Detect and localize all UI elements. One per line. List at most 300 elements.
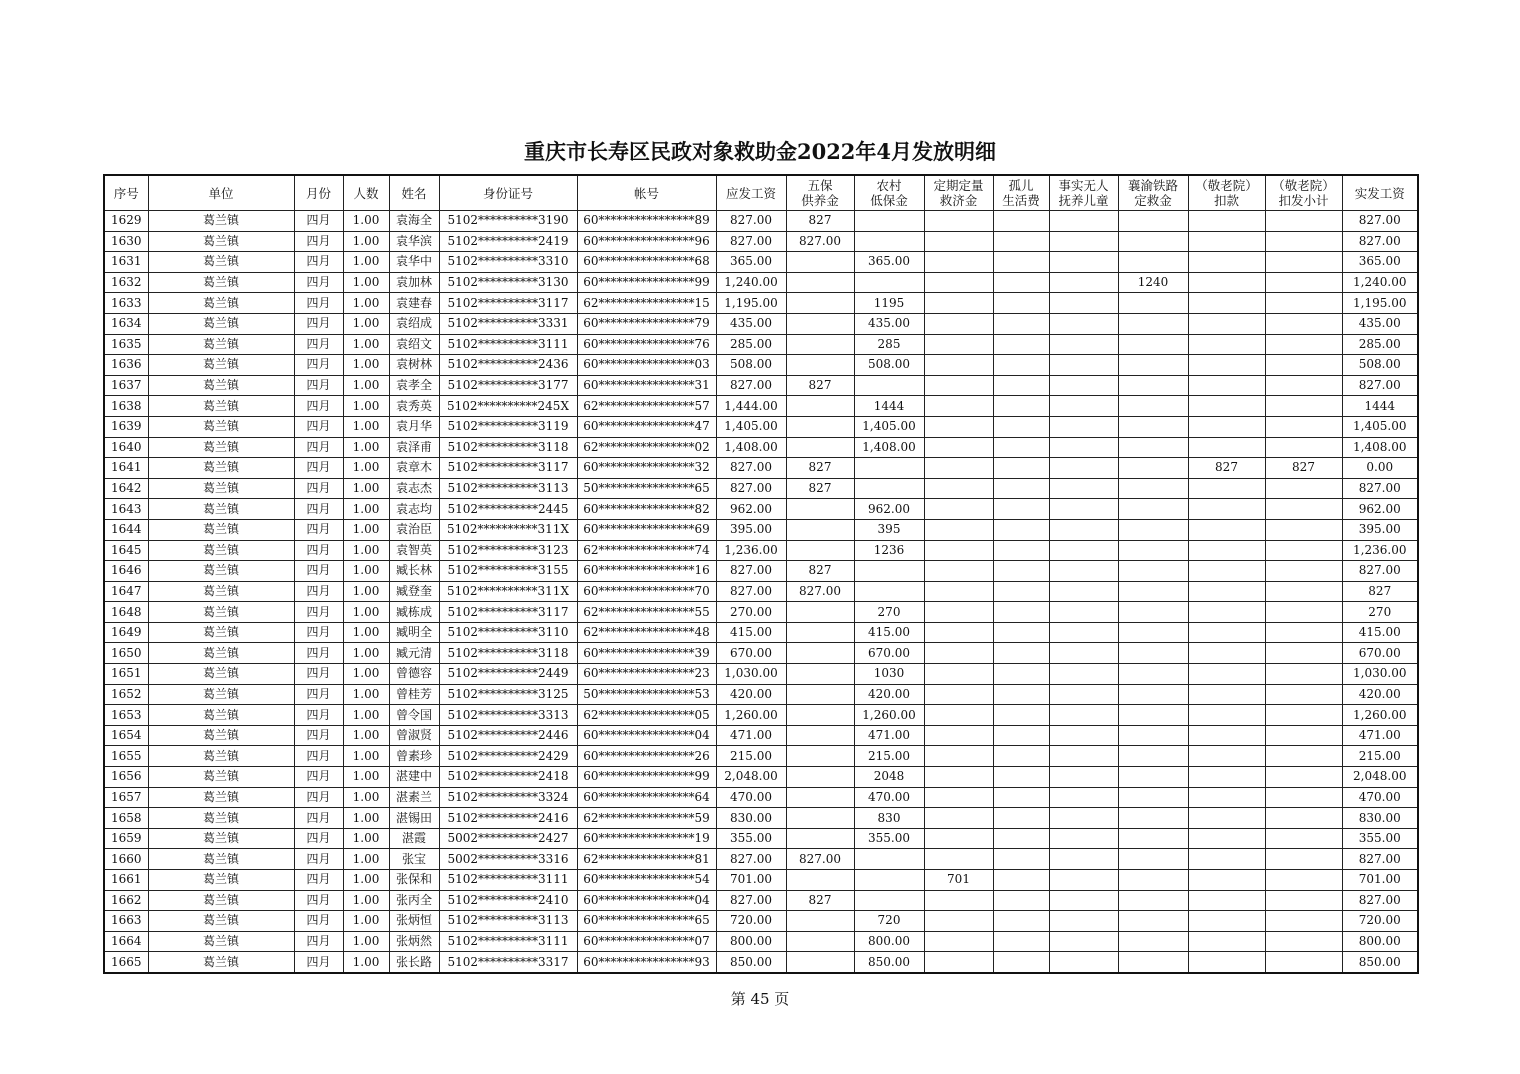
- table-cell: 葛兰镇: [148, 828, 294, 849]
- table-body: [104, 211, 1418, 973]
- table-cell: 葛兰镇: [148, 890, 294, 911]
- table-cell: [1118, 396, 1188, 417]
- table-cell: [993, 664, 1049, 685]
- column-header: 帐号: [577, 175, 716, 211]
- table-cell: 60****************04: [577, 725, 716, 746]
- table-cell: [1188, 828, 1265, 849]
- table-cell: 袁智英: [389, 540, 439, 561]
- table-cell: [1188, 931, 1265, 952]
- table-cell: 四月: [294, 375, 343, 396]
- table-cell: 60****************04: [577, 890, 716, 911]
- table-cell: [1265, 478, 1342, 499]
- table-cell: 1,240.00: [716, 272, 786, 293]
- table-cell: [854, 211, 924, 232]
- table-cell: 720: [854, 911, 924, 932]
- table-cell: [1118, 252, 1188, 273]
- table-cell: [924, 890, 993, 911]
- table-cell: 四月: [294, 684, 343, 705]
- table-cell: [993, 293, 1049, 314]
- table-cell: 827.00: [786, 849, 854, 870]
- table-cell: [1265, 252, 1342, 273]
- table-cell: 葛兰镇: [148, 375, 294, 396]
- table-cell: [854, 231, 924, 252]
- table-cell: [1049, 581, 1118, 602]
- table-cell: [1049, 416, 1118, 437]
- table-cell: 470.00: [1342, 787, 1418, 808]
- table-cell: 355.00: [716, 828, 786, 849]
- table-cell: 1.00: [343, 664, 389, 685]
- table-cell: [1049, 664, 1118, 685]
- table-cell: 415.00: [716, 622, 786, 643]
- table-cell: 1,195.00: [716, 293, 786, 314]
- table-cell: [1118, 952, 1188, 973]
- table-cell: 420.00: [716, 684, 786, 705]
- table-cell: 60****************93: [577, 952, 716, 973]
- table-cell: [924, 767, 993, 788]
- table-cell: 827: [786, 458, 854, 479]
- table-cell: 葛兰镇: [148, 416, 294, 437]
- table-cell: [1188, 870, 1265, 891]
- table-cell: 1.00: [343, 458, 389, 479]
- table-cell: [993, 313, 1049, 334]
- table-cell: [993, 828, 1049, 849]
- table-row: [104, 911, 1418, 932]
- table-cell: [993, 458, 1049, 479]
- table-cell: 62****************05: [577, 705, 716, 726]
- table-cell: 60****************82: [577, 499, 716, 520]
- table-cell: [993, 540, 1049, 561]
- table-cell: 1.00: [343, 396, 389, 417]
- table-cell: 60****************99: [577, 767, 716, 788]
- table-cell: [1049, 808, 1118, 829]
- table-cell: 袁治臣: [389, 519, 439, 540]
- table-cell: 张炳恒: [389, 911, 439, 932]
- table-cell: [786, 725, 854, 746]
- table-cell: [924, 211, 993, 232]
- table-cell: 1630: [104, 231, 148, 252]
- table-cell: [1265, 355, 1342, 376]
- table-cell: 5102**********2445: [439, 499, 577, 520]
- table-cell: [1188, 705, 1265, 726]
- column-header: 姓名: [389, 175, 439, 211]
- table-cell: 1.00: [343, 767, 389, 788]
- table-row: [104, 272, 1418, 293]
- table-cell: 1195: [854, 293, 924, 314]
- table-cell: [924, 355, 993, 376]
- table-cell: [786, 355, 854, 376]
- table-cell: [1265, 231, 1342, 252]
- table-cell: 5102**********3313: [439, 705, 577, 726]
- table-cell: [1188, 622, 1265, 643]
- table-cell: 962.00: [854, 499, 924, 520]
- table-cell: 420.00: [854, 684, 924, 705]
- table-cell: 1.00: [343, 437, 389, 458]
- table-cell: 袁绍成: [389, 313, 439, 334]
- table-cell: [924, 375, 993, 396]
- table-cell: [1265, 870, 1342, 891]
- table-cell: 701: [924, 870, 993, 891]
- table-row: [104, 890, 1418, 911]
- table-cell: 1.00: [343, 540, 389, 561]
- table-cell: [854, 458, 924, 479]
- table-cell: 四月: [294, 211, 343, 232]
- table-cell: [993, 416, 1049, 437]
- table-cell: 袁章木: [389, 458, 439, 479]
- table-cell: 827.00: [1342, 231, 1418, 252]
- table-cell: 袁华滨: [389, 231, 439, 252]
- table-cell: 袁绍文: [389, 334, 439, 355]
- table-cell: [1049, 787, 1118, 808]
- table-cell: 0.00: [1342, 458, 1418, 479]
- table-cell: [924, 396, 993, 417]
- table-cell: 1.00: [343, 416, 389, 437]
- table-cell: 850.00: [854, 952, 924, 973]
- table-cell: 1660: [104, 849, 148, 870]
- table-cell: 470.00: [716, 787, 786, 808]
- table-cell: 袁泽甫: [389, 437, 439, 458]
- table-cell: 1.00: [343, 808, 389, 829]
- table-cell: 四月: [294, 664, 343, 685]
- table-cell: [1118, 478, 1188, 499]
- table-row: [104, 334, 1418, 355]
- table-cell: [786, 499, 854, 520]
- table-cell: 1661: [104, 870, 148, 891]
- table-cell: 四月: [294, 581, 343, 602]
- table-cell: 62****************55: [577, 602, 716, 623]
- table-cell: 800.00: [716, 931, 786, 952]
- table-cell: 四月: [294, 478, 343, 499]
- table-cell: 四月: [294, 725, 343, 746]
- table-cell: 1657: [104, 787, 148, 808]
- table-cell: 395: [854, 519, 924, 540]
- table-cell: [1265, 396, 1342, 417]
- column-header: 应发工资: [716, 175, 786, 211]
- table-cell: [1118, 313, 1188, 334]
- table-cell: 60****************47: [577, 416, 716, 437]
- table-cell: 四月: [294, 355, 343, 376]
- table-cell: 1,408.00: [1342, 437, 1418, 458]
- table-cell: 张保和: [389, 870, 439, 891]
- table-cell: [1188, 272, 1265, 293]
- table-cell: 葛兰镇: [148, 725, 294, 746]
- table-cell: 1.00: [343, 746, 389, 767]
- table-cell: 四月: [294, 643, 343, 664]
- table-cell: [924, 231, 993, 252]
- table-cell: [1265, 828, 1342, 849]
- table-cell: [924, 643, 993, 664]
- table-cell: 701.00: [1342, 870, 1418, 891]
- table-cell: [786, 746, 854, 767]
- table-cell: [1188, 396, 1265, 417]
- table-cell: 5102**********3324: [439, 787, 577, 808]
- table-cell: [1118, 540, 1188, 561]
- table-cell: 臧栋成: [389, 602, 439, 623]
- table-cell: [1265, 211, 1342, 232]
- table-cell: 60****************69: [577, 519, 716, 540]
- table-cell: [1188, 746, 1265, 767]
- table-cell: 827.00: [786, 231, 854, 252]
- table-cell: 1645: [104, 540, 148, 561]
- table-row: [104, 725, 1418, 746]
- table-cell: 365.00: [716, 252, 786, 273]
- table-row: [104, 416, 1418, 437]
- table-cell: [1049, 746, 1118, 767]
- table-cell: [1265, 272, 1342, 293]
- table-cell: [1188, 725, 1265, 746]
- table-cell: [993, 870, 1049, 891]
- table-cell: [1265, 725, 1342, 746]
- table-cell: 60****************32: [577, 458, 716, 479]
- table-cell: 50****************65: [577, 478, 716, 499]
- table-cell: [1049, 458, 1118, 479]
- table-cell: 1236: [854, 540, 924, 561]
- table-row: [104, 808, 1418, 829]
- table-cell: 四月: [294, 252, 343, 273]
- table-cell: [1118, 581, 1188, 602]
- table-cell: 张长路: [389, 952, 439, 973]
- table-cell: 湛霞: [389, 828, 439, 849]
- table-cell: 1.00: [343, 643, 389, 664]
- table-row: [104, 870, 1418, 891]
- table-cell: [1265, 416, 1342, 437]
- table-cell: [1188, 478, 1265, 499]
- table-row: [104, 828, 1418, 849]
- table-cell: 1636: [104, 355, 148, 376]
- table-cell: 827.00: [1342, 211, 1418, 232]
- table-cell: 60****************89: [577, 211, 716, 232]
- table-cell: 四月: [294, 499, 343, 520]
- table-cell: 葛兰镇: [148, 870, 294, 891]
- table-cell: 1662: [104, 890, 148, 911]
- table-cell: 1030: [854, 664, 924, 685]
- table-cell: [993, 581, 1049, 602]
- table-cell: 1629: [104, 211, 148, 232]
- table-row: [104, 602, 1418, 623]
- table-cell: 365.00: [854, 252, 924, 273]
- table-cell: 葛兰镇: [148, 561, 294, 582]
- table-cell: 1,408.00: [716, 437, 786, 458]
- table-cell: [854, 561, 924, 582]
- table-cell: [1049, 375, 1118, 396]
- table-cell: 四月: [294, 622, 343, 643]
- table-cell: 1,030.00: [716, 664, 786, 685]
- table-row: [104, 519, 1418, 540]
- table-cell: 365.00: [1342, 252, 1418, 273]
- table-cell: [924, 911, 993, 932]
- table-cell: [786, 602, 854, 623]
- table-cell: [1049, 725, 1118, 746]
- table-cell: 5102**********3190: [439, 211, 577, 232]
- table-cell: 827: [786, 211, 854, 232]
- table-cell: [924, 293, 993, 314]
- table-cell: [993, 746, 1049, 767]
- table-row: [104, 437, 1418, 458]
- table-cell: [993, 808, 1049, 829]
- table-cell: [1049, 252, 1118, 273]
- table-cell: 葛兰镇: [148, 705, 294, 726]
- table-cell: 1,260.00: [1342, 705, 1418, 726]
- table-cell: 355.00: [854, 828, 924, 849]
- table-row: [104, 931, 1418, 952]
- table-cell: 827.00: [716, 458, 786, 479]
- table-cell: 5102**********2429: [439, 746, 577, 767]
- table-cell: 四月: [294, 931, 343, 952]
- table-cell: 1.00: [343, 313, 389, 334]
- table-cell: 四月: [294, 767, 343, 788]
- table-cell: 827.00: [1342, 890, 1418, 911]
- table-cell: 1.00: [343, 952, 389, 973]
- table-cell: 葛兰镇: [148, 396, 294, 417]
- table-cell: [993, 211, 1049, 232]
- table-cell: [993, 622, 1049, 643]
- table-cell: 葛兰镇: [148, 540, 294, 561]
- table-cell: 5002**********2427: [439, 828, 577, 849]
- table-cell: 袁建春: [389, 293, 439, 314]
- table-cell: 670.00: [1342, 643, 1418, 664]
- table-cell: 1650: [104, 643, 148, 664]
- table-cell: 270: [1342, 602, 1418, 623]
- table-cell: 5002**********3316: [439, 849, 577, 870]
- table-cell: 四月: [294, 293, 343, 314]
- column-header: （敬老院） 扣款: [1188, 175, 1265, 211]
- table-cell: 四月: [294, 952, 343, 973]
- table-cell: [1188, 911, 1265, 932]
- table-cell: [924, 458, 993, 479]
- table-cell: 1444: [1342, 396, 1418, 417]
- table-cell: [1188, 355, 1265, 376]
- table-cell: [786, 293, 854, 314]
- table-row: [104, 684, 1418, 705]
- table-cell: 1.00: [343, 272, 389, 293]
- table-cell: 435.00: [1342, 313, 1418, 334]
- table-cell: [1188, 849, 1265, 870]
- table-cell: [924, 416, 993, 437]
- table-cell: 827.00: [1342, 478, 1418, 499]
- table-cell: 5102**********2446: [439, 725, 577, 746]
- table-cell: 827: [786, 478, 854, 499]
- table-cell: 60****************96: [577, 231, 716, 252]
- table-cell: 1654: [104, 725, 148, 746]
- table-cell: 四月: [294, 416, 343, 437]
- table-cell: 1.00: [343, 293, 389, 314]
- table-cell: 827.00: [1342, 849, 1418, 870]
- table-cell: [1265, 375, 1342, 396]
- table-cell: 1648: [104, 602, 148, 623]
- table-cell: 湛锡田: [389, 808, 439, 829]
- table-cell: [786, 787, 854, 808]
- table-cell: 435.00: [854, 313, 924, 334]
- table-cell: 800.00: [1342, 931, 1418, 952]
- table-cell: 5102**********3113: [439, 478, 577, 499]
- table-cell: 1639: [104, 416, 148, 437]
- table-cell: 50****************53: [577, 684, 716, 705]
- table-cell: 285.00: [1342, 334, 1418, 355]
- table-cell: [1265, 602, 1342, 623]
- table-cell: [993, 499, 1049, 520]
- table-cell: [993, 272, 1049, 293]
- table-cell: 四月: [294, 746, 343, 767]
- table-cell: 1643: [104, 499, 148, 520]
- page-number: 第 45 页: [730, 990, 790, 1008]
- table-cell: 1656: [104, 767, 148, 788]
- table-cell: [1118, 787, 1188, 808]
- table-cell: 2,048.00: [716, 767, 786, 788]
- table-cell: [924, 252, 993, 273]
- table-cell: 1.00: [343, 211, 389, 232]
- table-cell: 1,195.00: [1342, 293, 1418, 314]
- table-cell: [993, 437, 1049, 458]
- table-cell: [786, 540, 854, 561]
- table-cell: 285.00: [716, 334, 786, 355]
- table-cell: 臧长林: [389, 561, 439, 582]
- table-cell: [1265, 849, 1342, 870]
- table-cell: [924, 437, 993, 458]
- table-cell: 葛兰镇: [148, 622, 294, 643]
- table-cell: 830: [854, 808, 924, 829]
- table-cell: 葛兰镇: [148, 499, 294, 520]
- table-cell: 5102**********245X: [439, 396, 577, 417]
- table-cell: [993, 952, 1049, 973]
- table-cell: 471.00: [854, 725, 924, 746]
- table-cell: [924, 725, 993, 746]
- table-cell: 827.00: [786, 581, 854, 602]
- table-cell: 827: [1342, 581, 1418, 602]
- table-cell: 四月: [294, 808, 343, 829]
- table-cell: 215.00: [854, 746, 924, 767]
- table-cell: 袁志杰: [389, 478, 439, 499]
- table-cell: [1188, 231, 1265, 252]
- table-cell: [1188, 767, 1265, 788]
- table-cell: [1118, 890, 1188, 911]
- table-cell: 1.00: [343, 931, 389, 952]
- table-cell: 395.00: [716, 519, 786, 540]
- table-cell: [1265, 334, 1342, 355]
- table-row: [104, 581, 1418, 602]
- table-cell: 葛兰镇: [148, 313, 294, 334]
- column-header: 襄渝铁路 定救金: [1118, 175, 1188, 211]
- table-cell: 1,236.00: [716, 540, 786, 561]
- table-cell: [1049, 952, 1118, 973]
- table-cell: 5102**********3118: [439, 437, 577, 458]
- table-cell: [1265, 581, 1342, 602]
- table-cell: [993, 231, 1049, 252]
- table-cell: 曾素珍: [389, 746, 439, 767]
- table-cell: 张丙全: [389, 890, 439, 911]
- table-cell: 60****************07: [577, 931, 716, 952]
- table-cell: 臧登奎: [389, 581, 439, 602]
- table-cell: 四月: [294, 540, 343, 561]
- table-cell: [924, 313, 993, 334]
- table-cell: 葛兰镇: [148, 787, 294, 808]
- table-cell: [993, 334, 1049, 355]
- table-cell: [924, 499, 993, 520]
- table-cell: [1118, 705, 1188, 726]
- table-cell: 四月: [294, 334, 343, 355]
- table-cell: [1049, 334, 1118, 355]
- table-cell: 张宝: [389, 849, 439, 870]
- table-cell: 1632: [104, 272, 148, 293]
- table-cell: 5102**********3155: [439, 561, 577, 582]
- table-cell: 四月: [294, 870, 343, 891]
- table-cell: [1049, 828, 1118, 849]
- table-cell: [1118, 870, 1188, 891]
- table-cell: 800.00: [854, 931, 924, 952]
- table-cell: [1188, 952, 1265, 973]
- table-cell: 60****************54: [577, 870, 716, 891]
- table-cell: 袁海全: [389, 211, 439, 232]
- table-cell: [1118, 931, 1188, 952]
- table-cell: 827.00: [716, 849, 786, 870]
